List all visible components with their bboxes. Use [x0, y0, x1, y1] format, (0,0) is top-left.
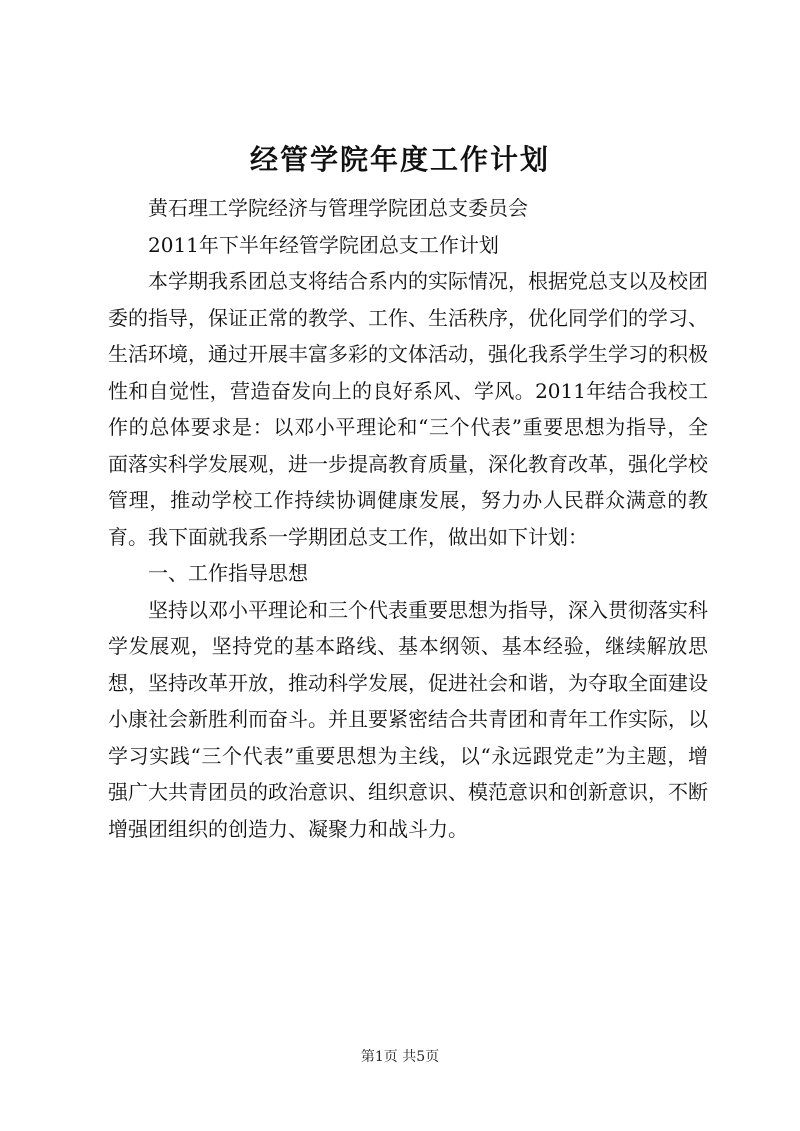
document-title: 经管学院年度工作计划: [249, 143, 550, 176]
section-heading: 一、工作指导思想: [148, 561, 308, 585]
guiding-thought-paragraph: 坚持以邓小平理论和三个代表重要思想为指导，深入贯彻落实科学发展观，坚持党的基本路线、基本纲领、基本经验，继续解放思想，坚持改革开放，推动科学发展，促进社会和谐，为夺取全面建设小康社会新胜利而奋斗。并且要紧密结合共青团和青年工作实际，以学习实践“三个代表”重要思想为主线，以“永远跟党走”为主题，增强广大共青团员的政治意识、组织意识、模范意识和创新意识，不断增强团组织的创造力、凝聚力和战斗力。: [108, 597, 708, 841]
document-body: [108, 190, 708, 847]
page-number-footer: 第1页 共5页: [360, 1049, 440, 1065]
intro-paragraph: 本学期我系团总支将结合系内的实际情况，根据党总支以及校团委的指导，保证正常的教学、工作、生活秩序，优化同学们的学习、生活环境，通过开展丰富多彩的文体活动，强化我系学生学习的积极性和自觉性，营造奋发向上的良好系风、学风。2011年结合我校工作的总体要求是：以邓小平理论和“三个代表”重要思想为指导，全面落实科学发展观，进一步提高教育质量，深化教育改革，强化学校管理，推动学校工作持续协调健康发展，努力办人民群众满意的教育。我下面就我系一学期团总支工作，做出如下计划：: [108, 269, 708, 549]
organization-line: 黄石理工学院经济与管理学院团总支委员会: [148, 196, 528, 220]
plan-subtitle: 2011年下半年经管学院团总支工作计划: [148, 232, 499, 257]
